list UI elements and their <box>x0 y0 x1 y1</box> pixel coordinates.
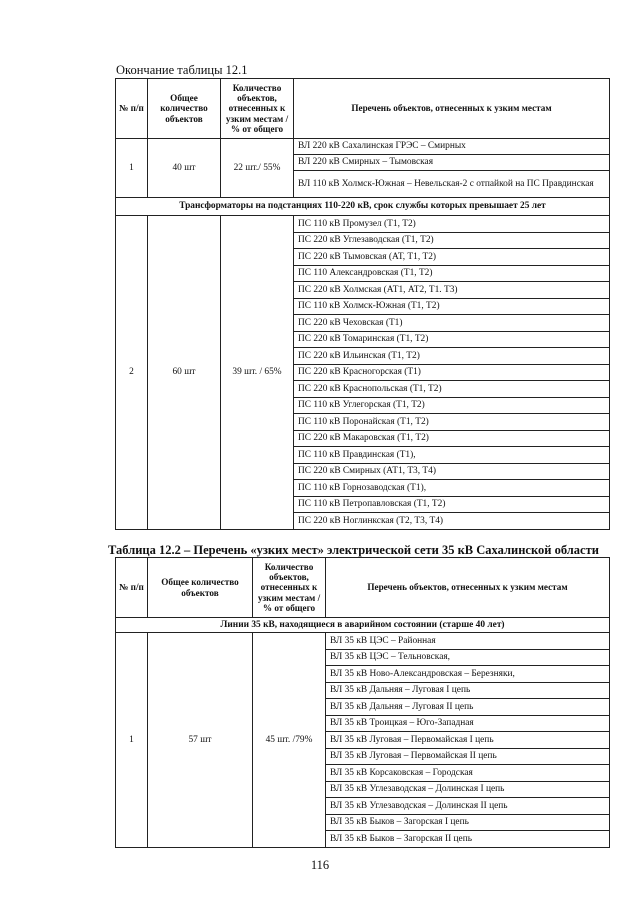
object-item: ВЛ 35 кВ Корсаковская – Городская <box>326 765 610 782</box>
object-item: ПС 110 кВ Горнозаводская (Т1), <box>294 480 610 497</box>
object-item: ПС 110 кВ Петропавловская (Т1, Т2) <box>294 496 610 513</box>
header-list: Перечень объектов, отнесенных к узким местам <box>326 558 610 618</box>
row-total: 57 шт <box>148 633 253 848</box>
table-12-1-continuation-caption: Окончание таблицы 12.1 <box>116 63 248 77</box>
object-item: ПС 220 кВ Смирных (АТ1, Т3, Т4) <box>294 463 610 480</box>
table-12-1 <box>115 78 610 530</box>
object-item: ПС 220 кВ Макаровская (Т1, Т2) <box>294 430 610 447</box>
object-item: ПС 220 кВ Углезаводская (Т1, Т2) <box>294 232 610 249</box>
object-item: ПС 220 кВ Чеховская (Т1) <box>294 315 610 332</box>
object-item: ПС 220 кВ Томаринская (Т1, Т2) <box>294 331 610 348</box>
header-num: № п/п <box>116 558 148 618</box>
object-item: ВЛ 35 кВ Быков – Загорская II цепь <box>326 831 610 848</box>
header-count: Количество объектов, отнесенных к узким местам / % от общего <box>253 558 326 618</box>
object-item: ПС 220 кВ Красногорская (Т1) <box>294 364 610 381</box>
object-item: ВЛ 35 кВ Луговая – Первомайская II цепь <box>326 748 610 765</box>
object-item: ВЛ 35 кВ Дальняя – Луговая II цепь <box>326 699 610 716</box>
header-num: № п/п <box>116 79 148 139</box>
object-item: ВЛ 35 кВ Дальняя – Луговая I цепь <box>326 682 610 699</box>
object-item: ВЛ 35 кВ ЦЭС – Районная <box>326 633 610 650</box>
row-num: 1 <box>116 139 148 198</box>
header-total: Общее количество объектов <box>148 558 253 618</box>
header-list: Перечень объектов, отнесенных к узким местам <box>294 79 610 139</box>
table-row <box>116 139 610 155</box>
object-item: ПС 220 кВ Холмская (АТ1, АТ2, Т1. Т3) <box>294 282 610 299</box>
object-item: ВЛ 35 кВ Троицкая – Юго-Западная <box>326 715 610 732</box>
row-num: 1 <box>116 633 148 848</box>
header-total: Общее количество объектов <box>148 79 221 139</box>
row-count: 39 шт. / 65% <box>221 216 294 530</box>
object-item: ВЛ 35 кВ Луговая – Первомайская I цепь <box>326 732 610 749</box>
object-item: ВЛ 220 кВ Сахалинская ГРЭС – Смирных <box>294 139 610 155</box>
object-item: ВЛ 35 кВ Быков – Загорская I цепь <box>326 814 610 831</box>
object-item: ВЛ 220 кВ Смирных – Тымовская <box>294 155 610 171</box>
object-item: ПС 110 кВ Поронайская (Т1, Т2) <box>294 414 610 431</box>
table-row <box>116 633 610 650</box>
table-12-2 <box>115 557 610 848</box>
object-item: ПС 220 кВ Тымовская (АТ, Т1, Т2) <box>294 249 610 266</box>
table-header-row <box>116 558 610 618</box>
section-heading: Трансформаторы на подстанциях 110-220 кВ, срок службы которых превышает 25 лет <box>116 198 610 216</box>
object-item: ПС 110 кВ Холмск-Южная (Т1, Т2) <box>294 298 610 315</box>
object-item: ПС 110 кВ Промузел (Т1, Т2) <box>294 216 610 233</box>
object-item: ВЛ 110 кВ Холмск-Южная – Невельская-2 с отпайкой на ПС Правдинская <box>294 171 610 198</box>
row-num: 2 <box>116 216 148 530</box>
page-number: 116 <box>310 858 330 872</box>
object-item: ПС 220 кВ Ильинская (Т1, Т2) <box>294 348 610 365</box>
table-header-row <box>116 79 610 139</box>
row-total: 60 шт <box>148 216 221 530</box>
object-item: ПС 110 кВ Углегорская (Т1, Т2) <box>294 397 610 414</box>
object-item: ВЛ 35 кВ Ново-Александровская – Березняки, <box>326 666 610 683</box>
row-total: 40 шт <box>148 139 221 198</box>
row-count: 22 шт./ 55% <box>221 139 294 198</box>
table-12-2-caption: Таблица 12.2 – Перечень «узких мест» электрической сети 35 кВ Сахалинской области <box>108 543 599 557</box>
row-count: 45 шт. /79% <box>253 633 326 848</box>
object-item: ПС 110 Александровская (Т1, Т2) <box>294 265 610 282</box>
header-count: Количество объектов, отнесенных к узким местам / % от общего <box>221 79 294 139</box>
section-heading: Линии 35 кВ, находящиеся в аварийном состоянии (старше 40 лет) <box>116 618 610 633</box>
object-item: ВЛ 35 кВ Углезаводская – Долинская II цепь <box>326 798 610 815</box>
object-item: ПС 220 кВ Краснопольская (Т1, Т2) <box>294 381 610 398</box>
object-item: ВЛ 35 кВ ЦЭС – Тельновская, <box>326 649 610 666</box>
table-row <box>116 216 610 233</box>
object-item: ВЛ 35 кВ Углезаводская – Долинская I цепь <box>326 781 610 798</box>
object-item: ПС 110 кВ Правдинская (Т1), <box>294 447 610 464</box>
object-item: ПС 220 кВ Ноглинкская (Т2, Т3, Т4) <box>294 513 610 530</box>
